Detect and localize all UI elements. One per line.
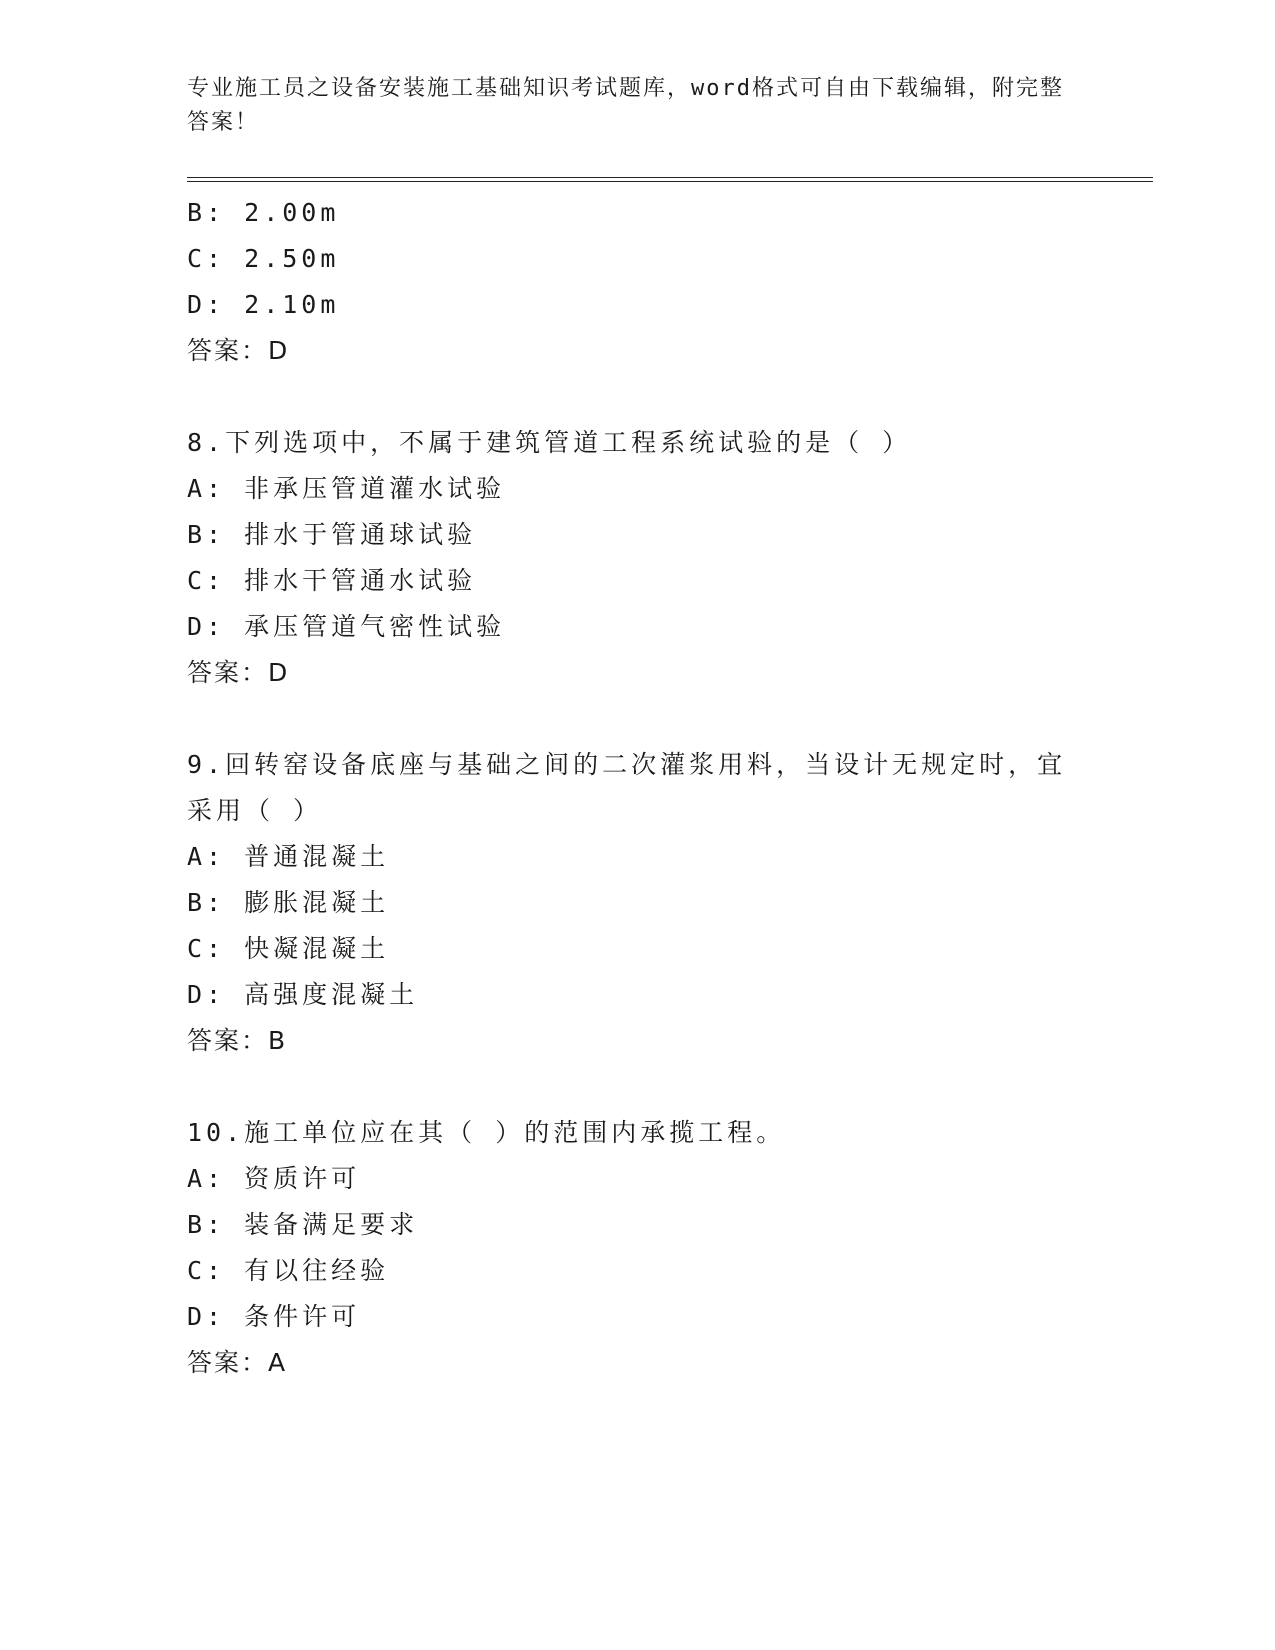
document-header: 专业施工员之设备安装施工基础知识考试题库，word格式可自由下载编辑，附完整答案！ <box>187 76 1064 135</box>
question-block-prev <box>187 190 1087 374</box>
answer-line: 答案：D <box>187 658 290 687</box>
question-block-9 <box>187 742 1087 1064</box>
option-c: C: 有以往经验 <box>187 1256 390 1285</box>
header-rule-bottom <box>187 181 1153 182</box>
question-block-8 <box>187 420 1087 696</box>
question-stem: 9.回转窑设备底座与基础之间的二次灌浆用料，当设计无规定时，宜采用（ ） <box>187 750 1067 825</box>
question-block-10 <box>187 1110 1087 1386</box>
answer-line: 答案：B <box>187 1026 288 1055</box>
spacer <box>187 696 1087 742</box>
option-c: C: 2.50m <box>187 244 340 273</box>
option-a: A: 非承压管道灌水试验 <box>187 474 506 503</box>
answer-line: 答案：D <box>187 336 290 365</box>
option-d: D: 高强度混凝土 <box>187 980 419 1009</box>
option-b: B: 2.00m <box>187 198 340 227</box>
header-rule-top <box>187 177 1153 178</box>
option-c: C: 排水干管通水试验 <box>187 566 477 595</box>
option-d: D: 条件许可 <box>187 1302 361 1331</box>
option-a: A: 普通混凝土 <box>187 842 390 871</box>
option-a: A: 资质许可 <box>187 1164 361 1193</box>
option-d: D: 2.10m <box>187 290 340 319</box>
document-body <box>187 190 1087 1386</box>
question-stem: 10.施工单位应在其（ ）的范围内承揽工程。 <box>187 1118 786 1147</box>
answer-line: 答案：A <box>187 1348 288 1377</box>
option-b: B: 膨胀混凝土 <box>187 888 390 917</box>
option-b: B: 排水于管通球试验 <box>187 520 477 549</box>
question-stem: 8.下列选项中，不属于建筑管道工程系统试验的是（ ） <box>187 428 912 457</box>
option-d: D: 承压管道气密性试验 <box>187 612 506 641</box>
option-c: C: 快凝混凝土 <box>187 934 390 963</box>
option-b: B: 装备满足要求 <box>187 1210 419 1239</box>
spacer <box>187 374 1087 420</box>
spacer <box>187 1064 1087 1110</box>
